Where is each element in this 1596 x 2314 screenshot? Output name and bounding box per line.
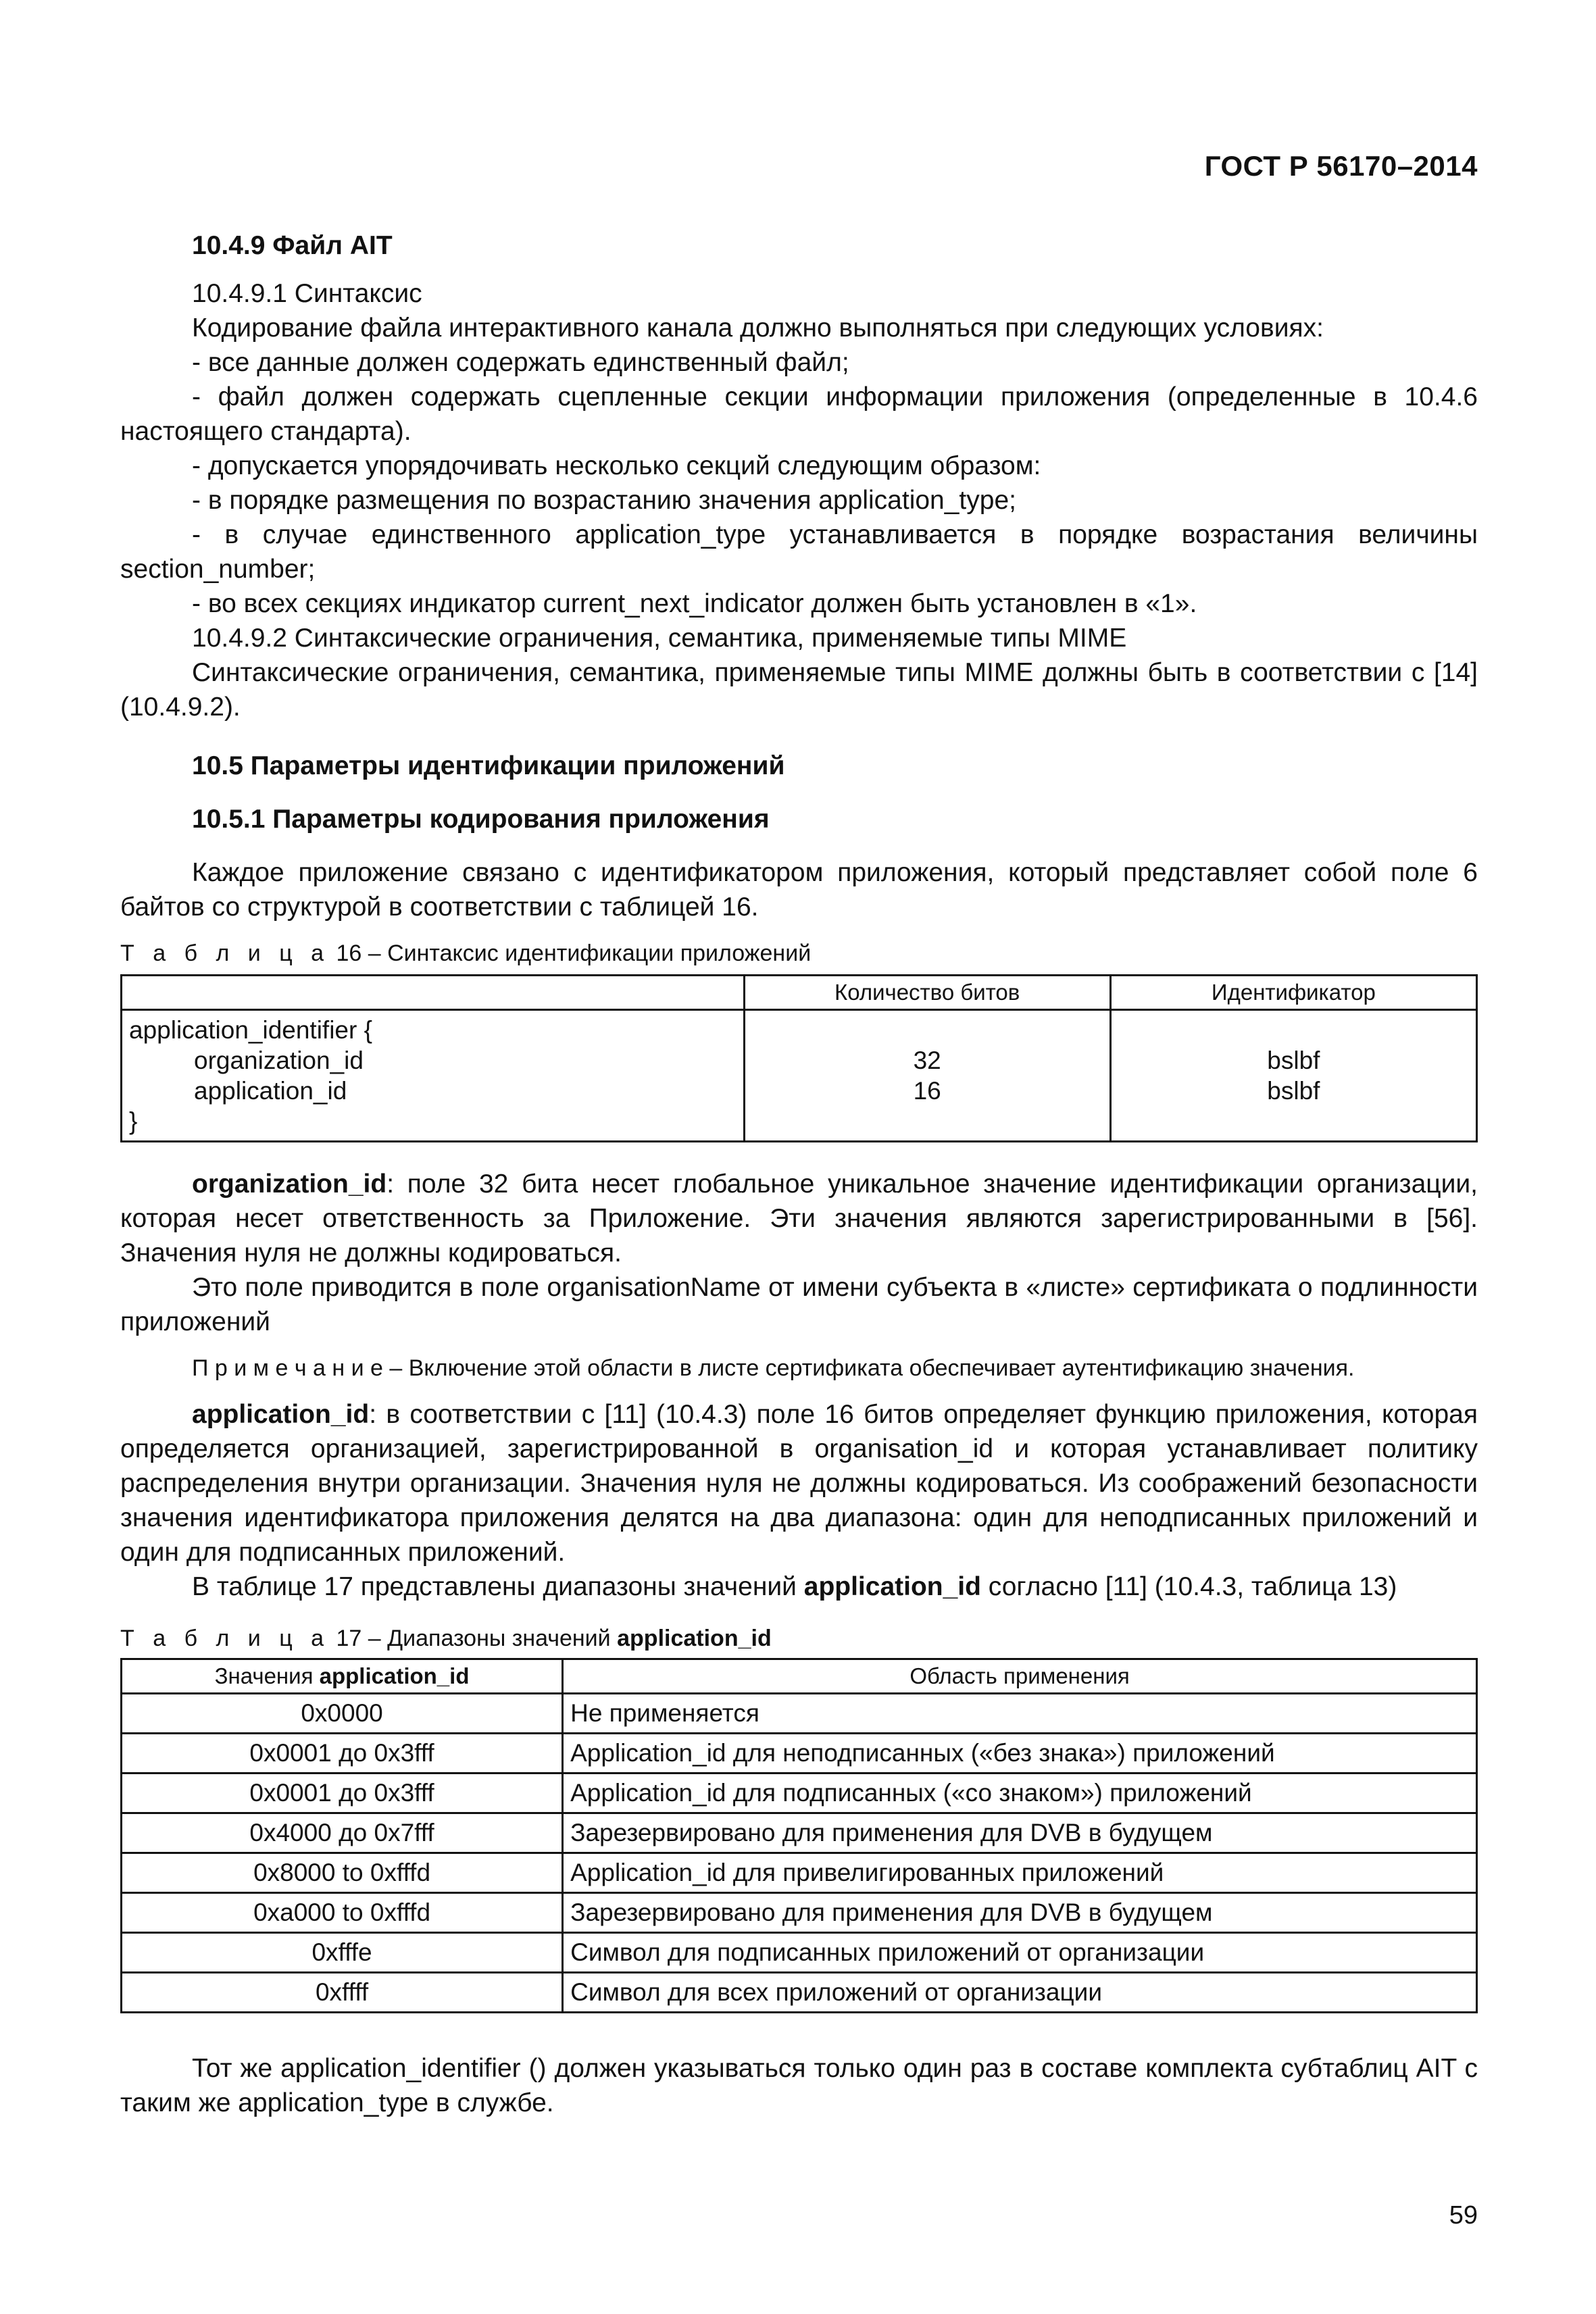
- table-header-cell: Область применения: [563, 1659, 1477, 1694]
- syntax-close: }: [129, 1107, 138, 1135]
- syntax-field: organization_id: [194, 1047, 364, 1074]
- list-item: - во всех секциях индикатор current_next_indicator должен быть установлен в «1».: [192, 589, 1197, 618]
- paragraph-organization-id: organization_id: поле 32 бита несет глобальное уникальное значение идентификации организации, которая несет ответственность за Приложение. Эти значения являются зарегистрированными в [56]. Значения нуля не должны кодироваться.: [120, 1169, 1478, 1267]
- value-cell: 0xfffe: [122, 1933, 563, 1973]
- note: П р и м е ч а н и е – Включение этой области в листе сертификата обеспечивает аутентификацию значения.: [192, 1355, 1355, 1381]
- syntax-cell: [122, 1010, 745, 1142]
- bits-value: 32: [913, 1047, 941, 1074]
- section-heading-10-5: 10.5 Параметры идентификации приложений: [192, 751, 785, 780]
- value-cell: 0xffff: [122, 1973, 563, 2013]
- table-16-caption: Т а б л и ц а 16 – Синтаксис идентификации приложений: [120, 940, 812, 966]
- bits-cell: [744, 1010, 1110, 1142]
- table-header-cell: Значения application_id: [122, 1659, 563, 1694]
- area-cell: Не применяется: [563, 1694, 1477, 1734]
- paragraph: Кодирование файла интерактивного канала должно выполняться при следующих условиях:: [192, 313, 1324, 343]
- list-item: - в случае единственного application_type устанавливается в порядке возрастания величины section_number;: [120, 520, 1478, 584]
- table-body: [122, 1694, 1477, 2013]
- value-cell: 0x8000 to 0xfffd: [122, 1853, 563, 1893]
- syntax-open: application_identifier {: [129, 1016, 372, 1044]
- paragraph-application-id: application_id: в соответствии с [11] (10.4.3) поле 16 битов определяет функцию приложения, которая определяется организацией, зарегистрированной в organisation_id и которая устанавливает политику распределения внутри организации. Значения нуля не должны кодироваться. Из соображений безопасности значения идентификатора приложения делятся на два диапазона: один для неподписанных приложений и один для подписанных приложений.: [120, 1400, 1478, 1567]
- table-row: [122, 1694, 1477, 1734]
- table-row: [122, 1893, 1477, 1933]
- page-number: 59: [1449, 2201, 1478, 2230]
- identifier-value: bslbf: [1267, 1047, 1320, 1074]
- subsection-heading-10-4-9-2: 10.4.9.2 Синтаксические ограничения, семантика, применяемые типы MIME: [192, 624, 1127, 653]
- table-header-cell: Количество битов: [744, 976, 1110, 1010]
- paragraph: В таблице 17 представлены диапазоны значений application_id согласно [11] (10.4.3, таблица 13): [192, 1572, 1397, 1601]
- value-cell: 0x0001 до 0x3fff: [122, 1734, 563, 1774]
- table-row: [122, 1813, 1477, 1853]
- area-cell: Application_id для привелигированных приложений: [563, 1853, 1477, 1893]
- list-item: - все данные должен содержать единственный файл;: [192, 348, 849, 377]
- bits-value: 16: [913, 1077, 941, 1105]
- area-cell: Зарезервировано для применения для DVB в будущем: [563, 1813, 1477, 1853]
- identifier-value: bslbf: [1267, 1077, 1320, 1105]
- table-17: [120, 1658, 1478, 2013]
- term: organization_id: [192, 1169, 387, 1199]
- table-header-row: [122, 1659, 1477, 1694]
- note-label: П р и м е ч а н и е: [192, 1355, 383, 1381]
- paragraph: Синтаксические ограничения, семантика, применяемые типы MIME должны быть в соответствии с [14] (10.4.9.2).: [120, 658, 1478, 722]
- area-cell: Символ для подписанных приложений от организации: [563, 1933, 1477, 1973]
- list-item: - в порядке размещения по возрастанию значения application_type;: [192, 486, 1016, 515]
- paragraph: Это поле приводится в поле organisationName от имени субъекта в «листе» сертификата о подлинности приложений: [120, 1273, 1478, 1336]
- table-row: [122, 1734, 1477, 1774]
- section-heading-10-4-9: 10.4.9 Файл AIT: [192, 231, 393, 260]
- subsection-heading-10-5-1: 10.5.1 Параметры кодирования приложения: [192, 805, 770, 834]
- identifier-cell: [1110, 1010, 1476, 1142]
- table-row: [122, 1973, 1477, 2013]
- table-row: [122, 1010, 1477, 1142]
- list-item: - файл должен содержать сцепленные секции информации приложения (определенные в 10.4.6 настоящего стандарта).: [120, 382, 1478, 446]
- subsection-heading-10-4-9-1: 10.4.9.1 Синтаксис: [192, 279, 422, 308]
- page-content: [120, 228, 1478, 2120]
- term: application_id: [192, 1400, 370, 1429]
- area-cell: Зарезервировано для применения для DVB в будущем: [563, 1893, 1477, 1933]
- syntax-field: application_id: [194, 1077, 347, 1105]
- table-header-row: [122, 976, 1477, 1010]
- closing-paragraph: Тот же application_identifier () должен указываться только один раз в составе комплекта субтаблиц AIT с таким же application_type в службе.: [120, 2054, 1478, 2117]
- value-cell: 0x4000 до 0x7fff: [122, 1813, 563, 1853]
- table-header-cell: [122, 976, 745, 1010]
- value-cell: 0x0001 до 0x3fff: [122, 1774, 563, 1813]
- value-cell: 0xa000 to 0xfffd: [122, 1893, 563, 1933]
- area-cell: Application_id для неподписанных («без знака») приложений: [563, 1734, 1477, 1774]
- table-17-caption: Т а б л и ц а 17 – Диапазоны значений application_id: [120, 1626, 772, 1651]
- value-cell: 0x0000: [122, 1694, 563, 1734]
- area-cell: Application_id для подписанных («со знаком») приложений: [563, 1774, 1477, 1813]
- table-16: [120, 974, 1478, 1142]
- table-row: [122, 1933, 1477, 1973]
- table-header-cell: Идентификатор: [1110, 976, 1476, 1010]
- list-item: - допускается упорядочивать несколько секций следующим образом:: [192, 451, 1041, 480]
- table-row: [122, 1853, 1477, 1893]
- area-cell: Символ для всех приложений от организации: [563, 1973, 1477, 2013]
- document-id-header: ГОСТ Р 56170–2014: [1204, 150, 1478, 182]
- table-row: [122, 1774, 1477, 1813]
- paragraph: Каждое приложение связано с идентификатором приложения, который представляет собой поле 6 байтов со структурой в соответствии с таблицей 16.: [120, 858, 1478, 922]
